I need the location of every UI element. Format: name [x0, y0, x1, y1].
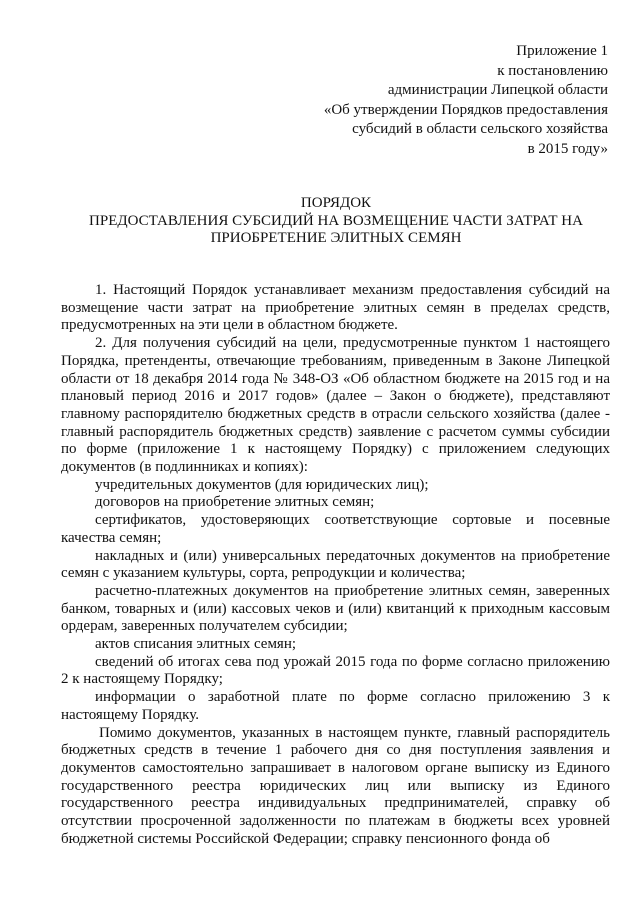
paragraph: 1. Настоящий Порядок устанавливает механизм предоставления субсидий на возмещение части затрат на приобретение элитных семян в пределах средств, предусмотренных на эти цели в областном бюджете.	[61, 282, 610, 334]
list-item: договоров на приобретение элитных семян;	[95, 494, 375, 511]
list-item: сертификатов, удостоверяющих соответствующие сортовые и посевные качества семян;	[61, 512, 610, 546]
paragraph: Помимо документов, указанных в настоящем пункте, главный распорядитель бюджетных средств в течение 1 рабочего дня со дня поступления заявления и документов самостоятельно запрашивает в налоговом органе выписку из Единого государственного реестра юридических лиц или выписку из Единого государственного реестра индивидуальных предпринимателей, справку об отсутствии просроченной задолженности по платежам в бюджеты всех уровней бюджетной системы Российской Федерации; справку пенсионного фонда об	[61, 724, 610, 847]
document-body	[61, 282, 610, 849]
annex-line: к постановлению	[497, 62, 608, 79]
title-line: ПОРЯДОК	[300, 195, 372, 211]
list-item: сведений об итогах сева под урожай 2015 года по форме согласно приложению 2 к настоящему Порядку;	[61, 653, 610, 688]
annex-line: администрации Липецкой области	[387, 82, 608, 98]
list-item: актов списания элитных семян;	[95, 636, 297, 653]
annex-line: Приложение 1	[516, 43, 608, 59]
annex-line: «Об утверждении Порядков предоставления	[323, 101, 608, 118]
annex-line: субсидий в области сельского хозяйства	[352, 121, 608, 137]
title-line: ПРЕДОСТАВЛЕНИЯ СУБСИДИЙ НА ВОЗМЕЩЕНИЕ ЧАСТИ ЗАТРАТ НА	[89, 212, 583, 229]
annex-line: в 2015 году»	[527, 140, 608, 157]
title-line: ПРИОБРЕТЕНИЕ ЭЛИТНЫХ СЕМЯН	[210, 230, 462, 246]
list-item: учредительных документов (для юридических лиц);	[95, 476, 429, 493]
paragraph: 2. Для получения субсидий на цели, предусмотренные пунктом 1 настоящего Порядка, претенденты, отвечающие требованиям, приведенным в Законе Липецкой области от 18 декабря 2014 года № 348-ОЗ «Об областном бюджете на 2015 год и на плановый период 2016 и 2017 годов» (далее – Закон о бюджете), представляют главному распорядителю бюджетных средств в отрасли сельского хозяйства (далее - главный распорядитель бюджетных средств) заявление с расчетом суммы субсидии по форме (приложение 1 к настоящему Порядку) с приложением следующих документов (в подлинниках и копиях):	[61, 335, 610, 476]
list-item: накладных и (или) универсальных передаточных документов на приобретение семян с указанием культуры, сорта, репродукции и количества;	[61, 547, 610, 582]
annex-header	[300, 42, 608, 159]
list-item: информации о заработной плате по форме согласно приложению 3 к настоящему Порядку.	[61, 689, 610, 723]
list-item: расчетно-платежных документов на приобретение элитных семян, заверенных банком, товарных и (или) кассовых чеков и (или) квитанций к приходным кассовым ордерам, заверенных получателем субсидии;	[61, 582, 610, 635]
document-title	[60, 195, 612, 248]
